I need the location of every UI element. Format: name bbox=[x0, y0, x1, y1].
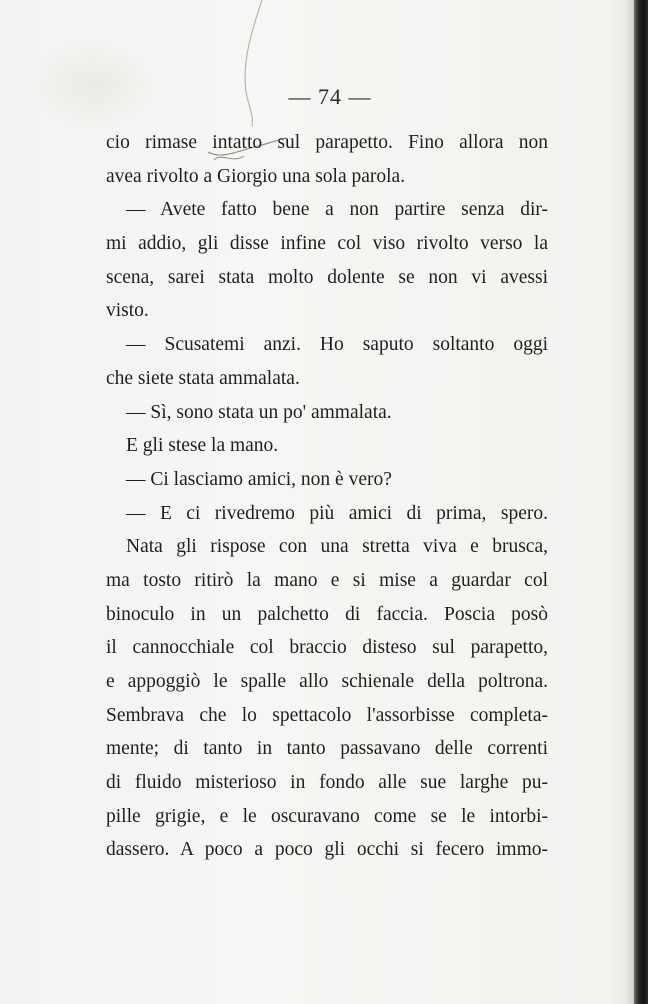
text-line: il cannocchiale col braccio disteso sul parapetto, bbox=[106, 637, 548, 659]
text-line: e appoggiò le spalle allo schienale della poltrona. bbox=[106, 671, 548, 692]
text-line: scena, sarei stata molto dolente se non vi avessi bbox=[106, 266, 548, 288]
text-line: di fluido misterioso in fondo alle sue larghe pu- bbox=[106, 772, 548, 794]
text-line: — Scusatemi anzi. Ho saputo soltanto oggi bbox=[126, 334, 548, 356]
text-line: pille grigie, e le oscuravano come se le intorbi- bbox=[106, 805, 548, 827]
text-line: — Ci lasciamo amici, non è vero? bbox=[126, 468, 392, 490]
spine-shadow bbox=[624, 0, 634, 1004]
text-line: visto. bbox=[106, 300, 149, 322]
text-body bbox=[106, 126, 548, 867]
text-line: dassero. A poco a poco gli occhi si fecero immo- bbox=[106, 839, 548, 861]
text-line: — Avete fatto bene a non partire senza dir- bbox=[126, 199, 548, 221]
text-line: — E ci rivedremo più amici di prima, spero. bbox=[126, 502, 548, 524]
text-line: mi addio, gli disse infine col viso rivolto verso la bbox=[106, 233, 548, 255]
page-number: — 74 — bbox=[288, 84, 372, 109]
text-line: mente; di tanto in tanto passavano delle correnti bbox=[106, 738, 548, 760]
text-line: ma tosto ritirò la mano e si mise a guardar col bbox=[106, 569, 548, 591]
text-line: cio rimase intatto sul parapetto. Fino allora non bbox=[106, 132, 548, 153]
text-line: E gli stese la mano. bbox=[126, 435, 279, 457]
text-line: binoculo in un palchetto di faccia. Poscia posò bbox=[106, 603, 548, 625]
text-line: Sembrava che lo spettacolo l'assorbisse completa- bbox=[106, 704, 548, 726]
text-line: — Sì, sono stata un po' ammalata. bbox=[126, 401, 392, 423]
text-line: avea rivolto a Giorgio una sola parola. bbox=[106, 165, 406, 187]
text-line: Nata gli rispose con una stretta viva e brusca, bbox=[126, 536, 548, 558]
text-line: che siete stata ammalata. bbox=[106, 367, 300, 389]
book-spine bbox=[634, 0, 648, 1004]
